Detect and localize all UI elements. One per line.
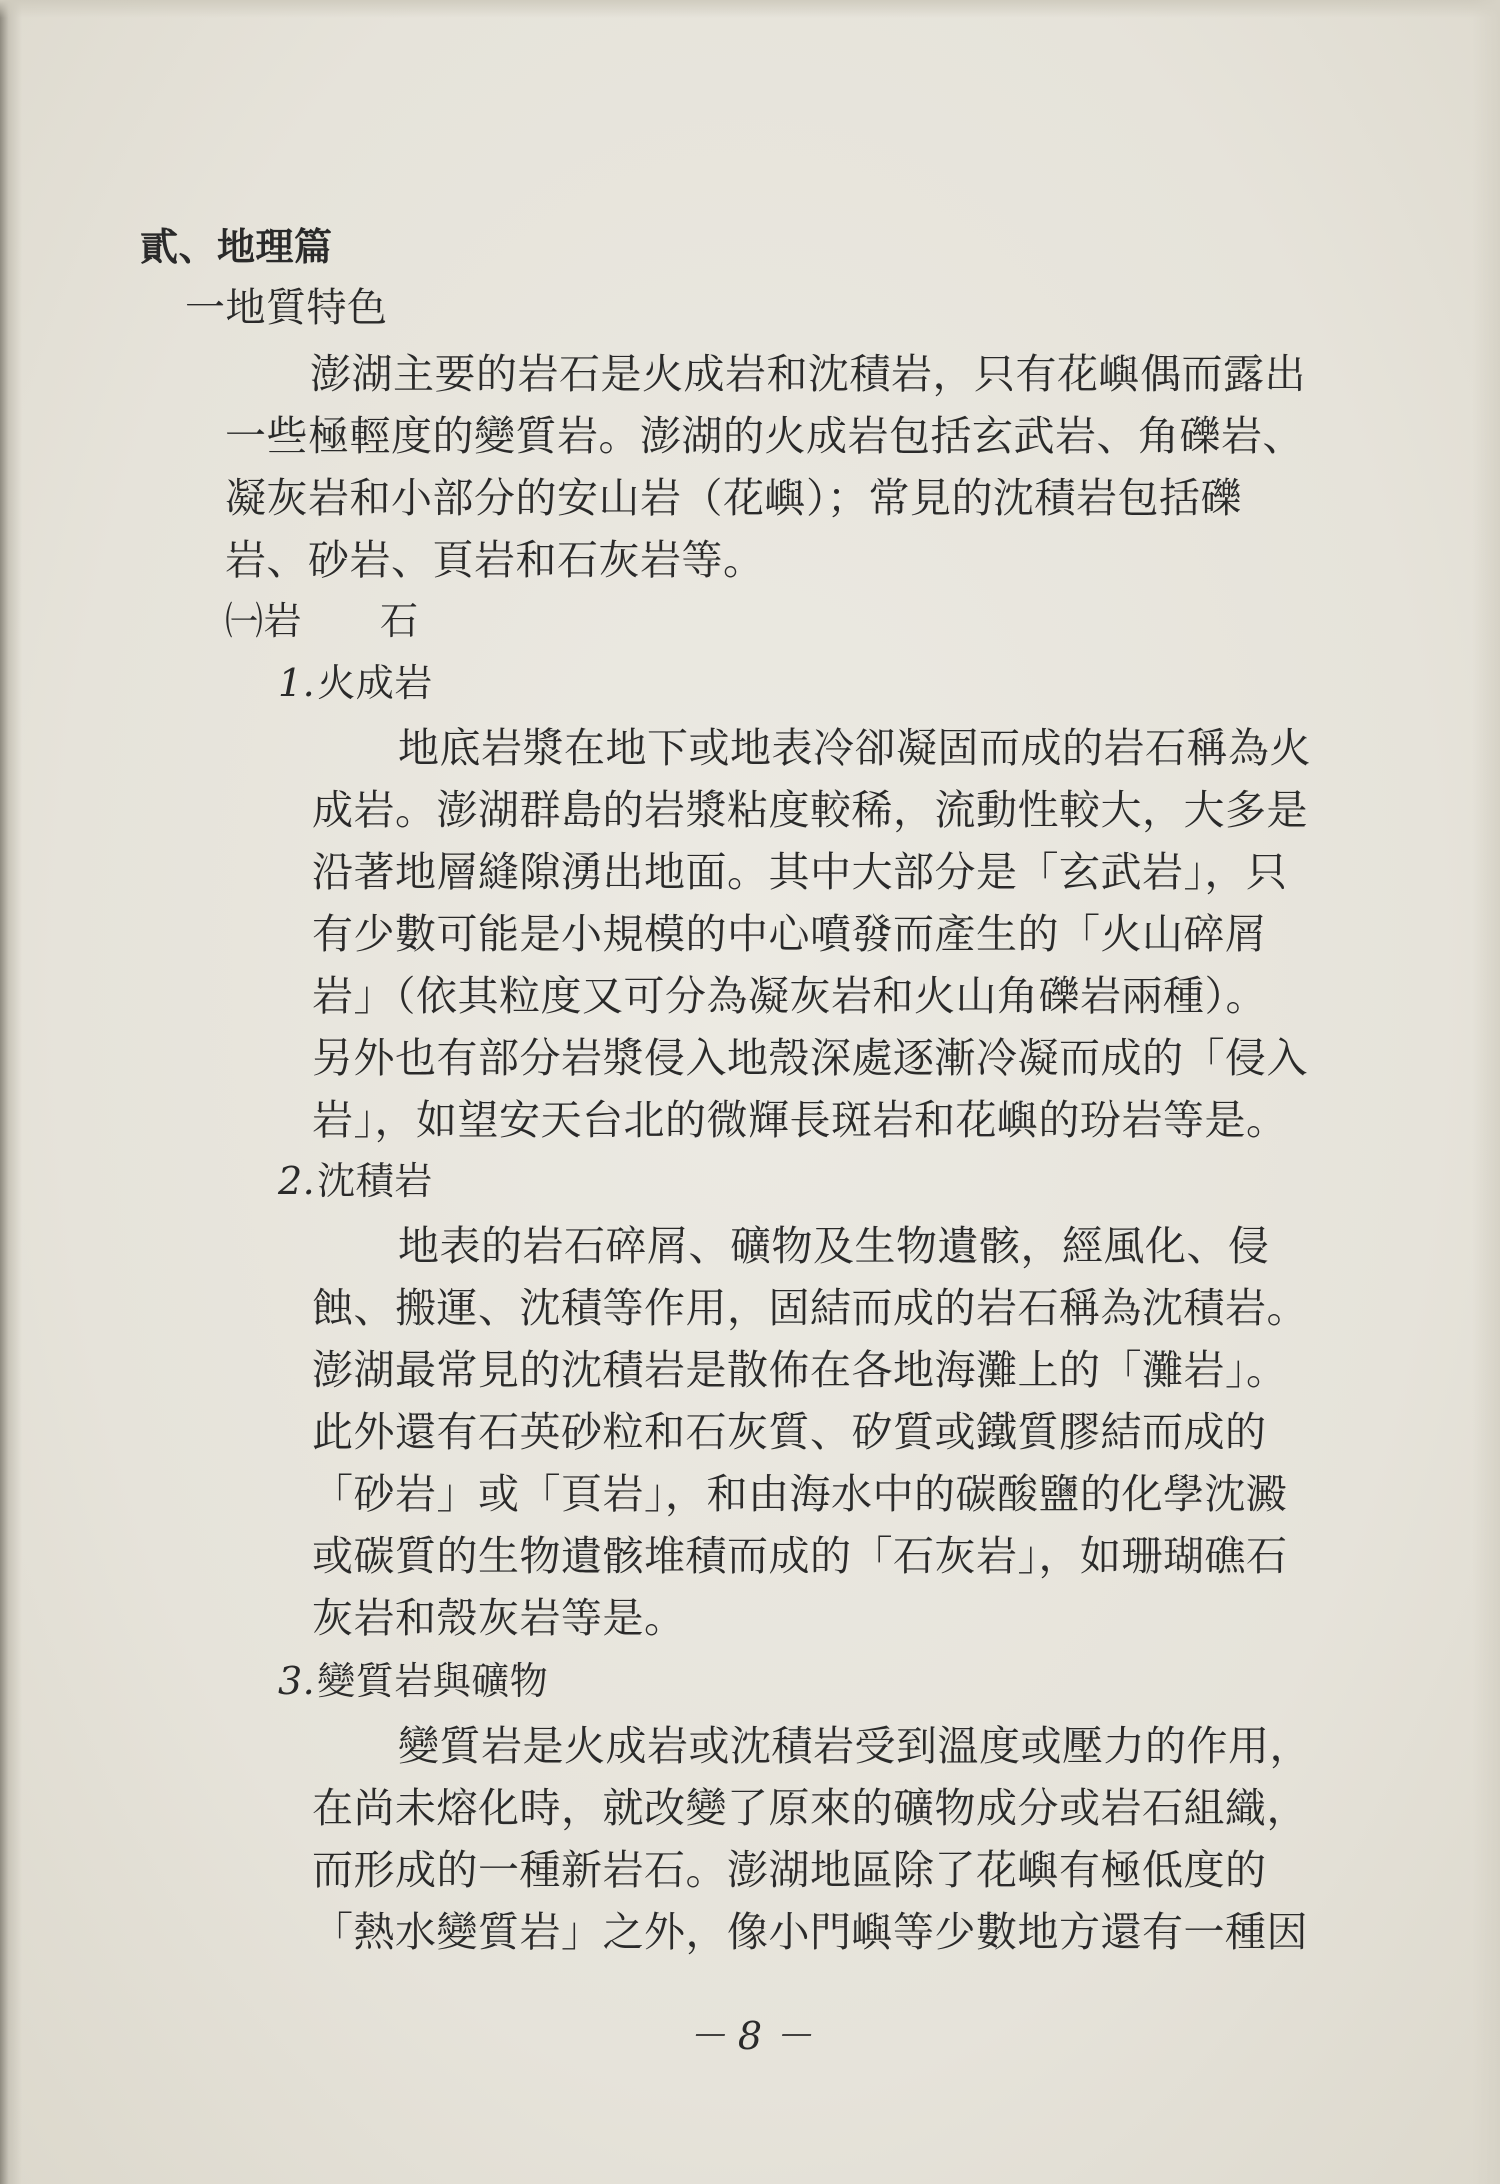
body-line: 蝕、搬運、沈積等作用，固結而成的岩石稱為沈積岩。: [312, 1284, 1308, 1332]
body-line: 有少數可能是小規模的中心噴發而產生的「火山碎屑: [312, 910, 1267, 958]
body-line: 而形成的一種新岩石。澎湖地區除了花嶼有極低度的: [312, 1846, 1267, 1894]
item-number: 1.: [278, 661, 316, 705]
subsection-word: 石: [380, 599, 419, 643]
item-heading: [278, 1659, 549, 1703]
subsection-heading: [225, 599, 419, 643]
body-line: 地底岩漿在地下或地表冷卻凝固而成的岩石稱為火: [398, 724, 1311, 772]
body-line: 澎湖最常見的沈積岩是散佈在各地海灘上的「灘岩」。: [312, 1346, 1288, 1394]
spine-shadow: [0, 0, 22, 2184]
body-line: 地表的岩石碎屑、礦物及生物遺骸，經風化、侵: [398, 1222, 1270, 1270]
body-line: 灰岩和殼灰岩等是。: [312, 1594, 686, 1642]
item-number: 3.: [278, 1659, 316, 1703]
item-title: 火成岩: [317, 661, 433, 705]
item-title: 沈積岩: [317, 1159, 433, 1203]
item-number: 2.: [278, 1159, 316, 1203]
body-line: 在尚未熔化時，就改變了原來的礦物成分或岩石組織，: [312, 1784, 1308, 1832]
body-line: 岩」，如望安天台北的微輝長斑岩和花嶼的玢岩等是。: [312, 1096, 1288, 1144]
right-edge-shading: [1472, 0, 1500, 2184]
intro-line: 一些極輕度的變質岩。澎湖的火成岩包括玄武岩、角礫岩、: [225, 412, 1304, 460]
body-line: 或碳質的生物遺骸堆積而成的「石灰岩」，如珊瑚礁石: [312, 1532, 1288, 1580]
top-edge-shading: [0, 0, 1500, 18]
item-heading: [278, 1159, 433, 1203]
intro-line: 岩、砂岩、頁岩和石灰岩等。: [225, 536, 765, 584]
section-heading: 一地質特色: [185, 285, 388, 331]
page-number: － 8 －: [687, 2014, 813, 2058]
chapter-heading: 貳、地理篇: [140, 225, 333, 269]
body-line: 「熱水變質岩」之外，像小門嶼等少數地方還有一種因: [312, 1908, 1308, 1956]
subsection-marker: ㈠: [225, 599, 264, 643]
intro-line: 凝灰岩和小部分的安山岩（花嶼）；常見的沈積岩包括礫: [225, 474, 1242, 522]
body-line: 變質岩是火成岩或沈積岩受到溫度或壓力的作用，: [398, 1722, 1311, 1770]
body-line: 「砂岩」或「頁岩」，和由海水中的碳酸鹽的化學沈澱: [312, 1470, 1288, 1518]
item-heading: [278, 661, 433, 705]
body-line: 沿著地層縫隙湧出地面。其中大部分是「玄武岩」，只: [312, 848, 1288, 896]
body-line: 此外還有石英砂粒和石灰質、矽質或鐵質膠結而成的: [312, 1408, 1267, 1456]
subsection-word: 岩: [263, 599, 303, 643]
body-line: 成岩。澎湖群島的岩漿粘度較稀，流動性較大，大多是: [312, 786, 1308, 834]
intro-line: 澎湖主要的岩石是火成岩和沈積岩，只有花嶼偶而露出: [310, 350, 1306, 398]
item-title: 變質岩與礦物: [317, 1659, 549, 1703]
body-line: 另外也有部分岩漿侵入地殼深處逐漸冷凝而成的「侵入: [312, 1034, 1308, 1082]
body-line: 岩」（依其粒度又可分為凝灰岩和火山角礫岩兩種）。: [312, 972, 1267, 1020]
